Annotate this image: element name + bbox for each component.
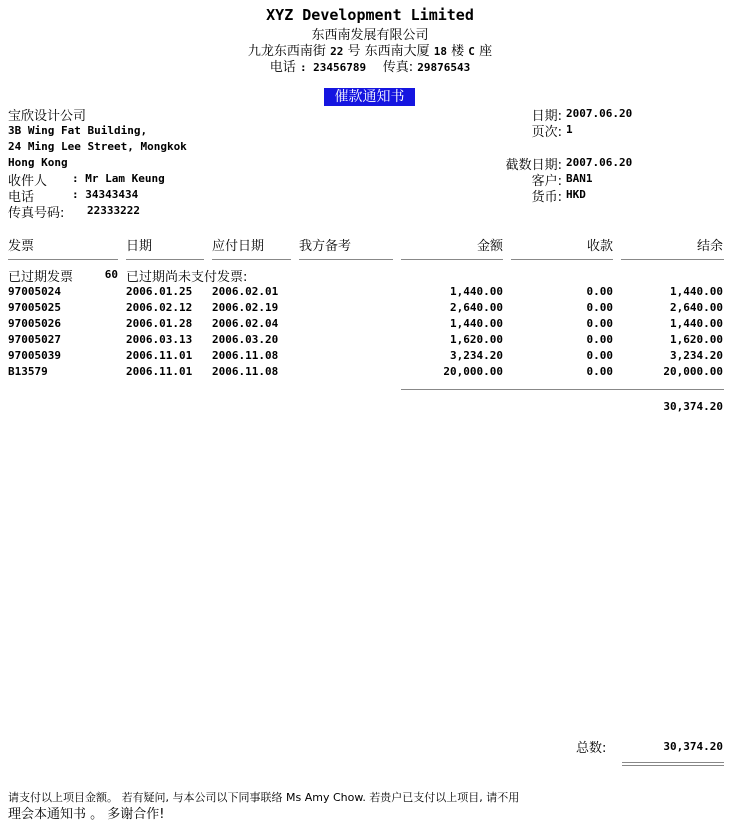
cell-invoice: B13579 (8, 365, 48, 378)
cell-amount: 1,440.00 (450, 285, 503, 298)
column-date: 日期 (126, 239, 153, 254)
header-underline (621, 259, 724, 260)
date-label: 日期: (531, 109, 562, 124)
cell-balance: 2,640.00 (670, 301, 723, 314)
cell-amount: 1,620.00 (450, 333, 503, 346)
customer-address-3: Hong Kong (8, 156, 68, 169)
cell-balance: 20,000.00 (663, 365, 723, 378)
column-due-date: 应付日期 (212, 239, 265, 254)
cell-balance: 1,440.00 (670, 317, 723, 330)
total-double-rule-top (622, 762, 724, 763)
cell-balance: 3,234.20 (670, 349, 723, 362)
cell-due: 2006.02.19 (212, 301, 279, 314)
date-value: 2007.06.20 (566, 107, 633, 120)
cell-invoice: 97005024 (8, 285, 61, 298)
company-contact (0, 56, 740, 75)
address-mid: 号 东西南大厦 (347, 44, 430, 59)
customer-address-2: 24 Ming Lee Street, Mongkok (8, 140, 187, 153)
tel-value: : 23456789 (299, 61, 367, 74)
subtotal-value: 30,374.20 (663, 400, 723, 413)
address-floor: 18 (433, 45, 447, 58)
tel-label: 电话 (269, 60, 296, 75)
address-unit: C (468, 45, 475, 58)
fax-value: 29876543 (417, 61, 471, 74)
cell-balance: 1,620.00 (670, 333, 723, 346)
overdue-days: 60 (104, 268, 118, 281)
attention-value: : Mr Lam Keung (72, 172, 165, 185)
cell-received: 0.00 (586, 285, 613, 298)
customer-address-1: 3B Wing Fat Building, (8, 124, 148, 137)
cell-date: 2006.03.13 (126, 333, 193, 346)
column-our-ref: 我方备考 (299, 239, 352, 254)
cell-due: 2006.11.08 (212, 349, 279, 362)
footer-line-2: 理会本通知书 。 多谢合作! (8, 807, 165, 822)
document-title: 催款通知书 (324, 88, 415, 106)
cell-received: 0.00 (586, 317, 613, 330)
column-amount: 金额 (476, 239, 503, 254)
header-underline (299, 259, 393, 260)
cell-amount: 3,234.20 (450, 349, 503, 362)
customer-tel-value: : 34343434 (72, 188, 139, 201)
cell-invoice: 97005025 (8, 301, 61, 314)
company-name-en: XYZ Development Limited (266, 6, 474, 24)
total-label: 总数: (576, 741, 607, 756)
address-prefix: 九龙东西南街 (247, 44, 326, 59)
cutoff-date-label: 截数日期: (505, 158, 562, 173)
page-label: 页次: (531, 125, 562, 140)
cell-due: 2006.11.08 (212, 365, 279, 378)
customer-name: 宝欣设计公司 (8, 109, 87, 124)
currency-label: 货币: (531, 190, 562, 205)
cell-due: 2006.02.01 (212, 285, 279, 298)
cell-amount: 20,000.00 (443, 365, 503, 378)
subtotal-rule (401, 389, 724, 390)
company-name-cn: 东西南发展有限公司 (311, 28, 429, 43)
total-double-rule-bottom (622, 765, 724, 766)
overdue-label: 已过期发票 (8, 270, 74, 285)
total-value: 30,374.20 (663, 740, 723, 753)
fax-label: 传真: (382, 60, 414, 75)
client-value: BAN1 (566, 172, 593, 185)
column-received: 收款 (586, 239, 613, 254)
cell-received: 0.00 (586, 349, 613, 362)
overdue-description: 已过期尚未支付发票: (126, 270, 248, 285)
client-label: 客户: (531, 174, 562, 189)
cell-received: 0.00 (586, 365, 613, 378)
cell-date: 2006.02.12 (126, 301, 193, 314)
cell-invoice: 97005039 (8, 349, 61, 362)
header-underline (8, 259, 118, 260)
address-floor-suffix: 楼 (451, 44, 465, 59)
customer-fax-label: 传真号码: (8, 206, 65, 221)
header-underline (212, 259, 291, 260)
footer-line-1: 请支付以上项目金额。 若有疑问, 与本公司以下同事联络 Ms Amy Chow. 若贵户已支付以上项目, 请不用 (8, 791, 520, 804)
cell-amount: 2,640.00 (450, 301, 503, 314)
customer-tel-label: 电话 (8, 190, 35, 205)
cell-amount: 1,440.00 (450, 317, 503, 330)
cell-date: 2006.01.25 (126, 285, 193, 298)
customer-fax-value: 22333222 (87, 204, 140, 217)
column-balance: 结余 (696, 239, 723, 254)
cell-date: 2006.11.01 (126, 365, 193, 378)
cell-date: 2006.11.01 (126, 349, 193, 362)
header-underline (401, 259, 503, 260)
cell-received: 0.00 (586, 333, 613, 346)
header-underline (511, 259, 613, 260)
cell-invoice: 97005027 (8, 333, 61, 346)
page-value: 1 (566, 123, 573, 136)
attention-label: 收件人 (8, 174, 48, 189)
cell-balance: 1,440.00 (670, 285, 723, 298)
currency-value: HKD (566, 188, 586, 201)
address-number: 22 (330, 45, 344, 58)
cell-received: 0.00 (586, 301, 613, 314)
cutoff-date-value: 2007.06.20 (566, 156, 633, 169)
column-invoice: 发票 (8, 239, 35, 254)
address-seat: 座 (479, 44, 493, 59)
cell-due: 2006.03.20 (212, 333, 279, 346)
cell-due: 2006.02.04 (212, 317, 279, 330)
header-underline (126, 259, 204, 260)
cell-invoice: 97005026 (8, 317, 61, 330)
cell-date: 2006.01.28 (126, 317, 193, 330)
